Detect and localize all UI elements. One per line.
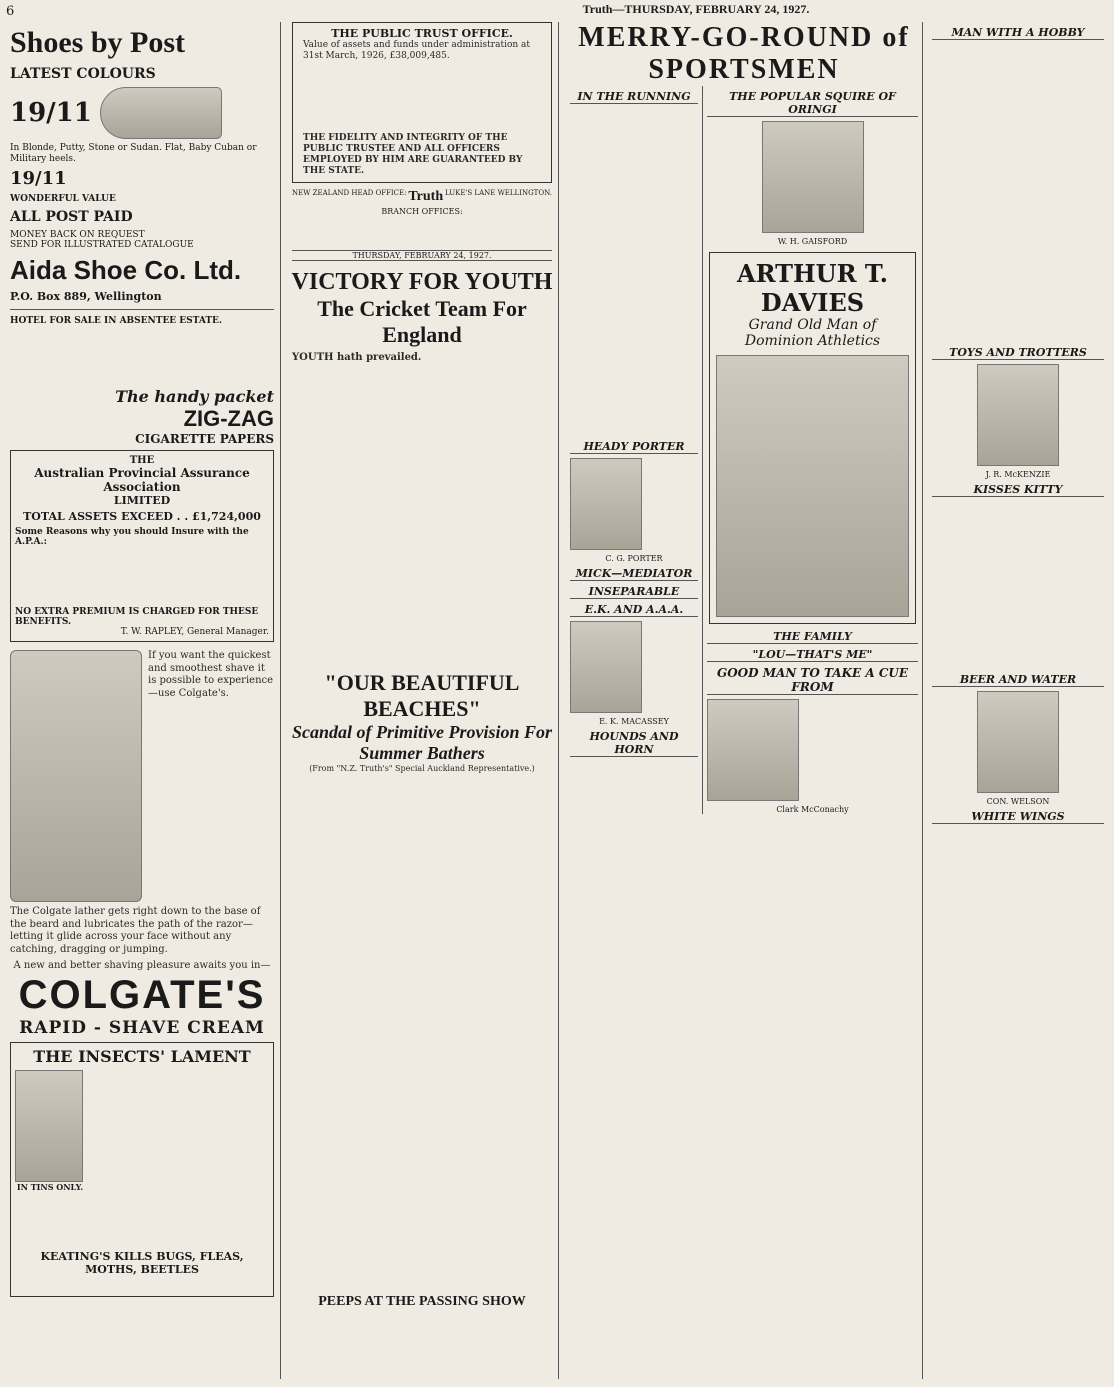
price-2: 19/11	[10, 168, 67, 190]
mckenzie-caption: J. R. McKENZIE	[985, 470, 1051, 479]
aida-name: Aida Shoe Co. Ltd.	[10, 255, 242, 286]
wonderful-value: WONDERFUL VALUE	[10, 193, 116, 204]
man-with-a-hobby: MAN WITH A HOBBY	[932, 26, 1104, 40]
column-right	[928, 22, 1108, 1379]
hotel-text	[4, 329, 280, 387]
aida-address: P.O. Box 889, Wellington	[10, 290, 162, 304]
colgate-text-1: If you want the quickest and smoothest shave it is possible to experience —use Colgate's.	[148, 650, 274, 699]
beaches-byline: (From "N.Z. Truth's" Special Auckland Representative.)	[309, 764, 535, 773]
column-ads	[4, 22, 281, 1379]
trustee-text	[297, 63, 547, 133]
mcconachy-portrait	[707, 699, 799, 801]
tins-only: IN TINS ONLY.	[16, 1181, 84, 1192]
nz-head-office: NEW ZEALAND HEAD OFFICE:	[292, 188, 407, 197]
beer-and-water: BEER AND WATER	[932, 673, 1104, 687]
cigarette-papers: CIGARETTE PAPERS	[135, 432, 274, 447]
price-1: 19/11	[10, 97, 92, 128]
white-wings: WHITE WINGS	[932, 810, 1104, 824]
the-family: THE FAMILY	[707, 630, 918, 644]
branch-list	[286, 216, 558, 248]
porter-portrait	[570, 458, 642, 550]
in-the-running: IN THE RUNNING	[570, 90, 698, 104]
all-post-paid: ALL POST PAID	[10, 208, 133, 225]
aust-ltd: LIMITED	[113, 494, 171, 508]
page-header: Truth—THURSDAY, FEBRUARY 24, 1927.	[582, 2, 810, 16]
lou-thats-me: "LOU—THAT'S ME"	[707, 648, 918, 662]
colgate-tube-illustration	[10, 650, 142, 902]
colgate-text-3: A new and better shaving pleasure awaits you in—	[13, 960, 271, 972]
victory-lead: YOUTH hath prevailed.	[292, 351, 422, 363]
victory-title: VICTORY FOR YOUTH	[291, 268, 553, 295]
heady-porter: HEADY PORTER	[570, 440, 698, 454]
gaisford-caption: W. H. GAISFORD	[777, 237, 848, 246]
kisses-body	[928, 499, 1108, 669]
aust-name: Australian Provincial Assurance Association	[34, 466, 250, 495]
manager: T. W. RAPLEY, General Manager.	[120, 627, 269, 638]
davies-portrait	[716, 355, 909, 617]
welson-caption: CON. WELSON	[986, 797, 1050, 806]
colgate-text-2: The Colgate lather gets right down to the base of the beard and lubricates the path of the razor—letting it glide across your face without any catching, dragging or jumping.	[10, 906, 261, 955]
mckenzie-portrait	[977, 364, 1059, 466]
total-assets: TOTAL ASSETS EXCEED . . £1,724,000	[23, 510, 261, 524]
toys-and-trotters: TOYS AND TROTTERS	[932, 346, 1104, 360]
hobby-body	[928, 42, 1108, 342]
macassey-caption: E. K. MACASSEY	[599, 717, 669, 726]
mcconachy-caption: Clark McConachy	[776, 805, 849, 814]
sports-banner: MERRY-GO-ROUND of SPORTSMEN	[578, 22, 910, 85]
peeps-title: PEEPS AT THE PASSING SHOW	[318, 1294, 526, 1309]
column-sports	[566, 22, 923, 1379]
macassey-portrait	[570, 621, 642, 713]
good-man: GOOD MAN TO TAKE A CUE FROM	[707, 666, 918, 695]
ek-aaa: E.K. AND A.A.A.	[570, 603, 698, 617]
page-number: 6	[6, 4, 15, 19]
trustee-value: Value of assets and funds under administration at 31st March, 1926, £38,009,485.	[303, 40, 530, 62]
victory-body	[286, 364, 558, 664]
aust-the: THE	[129, 455, 155, 467]
column-editorial	[286, 22, 559, 1379]
latest-colours: LATEST COLOURS	[10, 66, 156, 82]
beaches-title: "OUR BEAUTIFUL BEACHES"	[324, 670, 520, 721]
shoe-illustration	[100, 87, 222, 139]
fidelity-heading: THE FIDELITY AND INTEGRITY OF THE PUBLIC TRUSTEE AND ALL OFFICERS EMPLOYED BY HIM ARE GUARANTEED BY THE STATE.	[303, 132, 523, 177]
insects-lament: THE INSECTS' LAMENT	[33, 1046, 251, 1066]
zig-zag: ZIG-ZAG	[183, 406, 274, 432]
trustee-office: THE PUBLIC TRUST OFFICE.	[331, 27, 513, 40]
grand-old-man: Grand Old Man of Dominion Athletics	[744, 317, 881, 349]
edition-date: THURSDAY, FEBRUARY 24, 1927.	[292, 250, 552, 261]
keatings-tin-illustration	[15, 1070, 83, 1182]
keatings-slogan: KEATING'S KILLS BUGS, FLEAS, MOTHS, BEETLES	[40, 1249, 244, 1276]
insects-verse	[91, 1070, 269, 1250]
kisses-kitty: KISSES KITTY	[932, 483, 1104, 497]
branch-offices: BRANCH OFFICES:	[381, 206, 463, 216]
inseparable: INSEPARABLE	[570, 585, 698, 599]
colgates-logo: COLGATE'S	[18, 972, 266, 1017]
hotel-heading: HOTEL FOR SALE IN ABSENTEE ESTATE.	[10, 316, 223, 327]
handy-packet: The handy packet	[115, 387, 274, 407]
rapid-shave: RAPID - SHAVE CREAM	[19, 1017, 265, 1038]
reasons-text	[15, 547, 269, 607]
truth-logo: Truth	[408, 188, 444, 204]
gaisford-portrait	[762, 121, 864, 233]
porter-caption: C. G. PORTER	[605, 554, 663, 563]
in-the-running-body	[566, 106, 702, 436]
hounds-horn: HOUNDS AND HORN	[570, 730, 698, 757]
mick-mediator: MICK—MEDIATOR	[570, 567, 698, 581]
money-back: MONEY BACK ON REQUEST SEND FOR ILLUSTRATED CATALOGUE	[10, 229, 194, 251]
no-extra: NO EXTRA PREMIUM IS CHARGED FOR THESE BENEFITS.	[15, 607, 259, 628]
cricket-title: The Cricket Team For England	[317, 295, 527, 347]
shoes-title: Shoes by Post	[10, 26, 186, 59]
welson-portrait	[977, 691, 1059, 793]
popular-squire: THE POPULAR SQUIRE OF ORINGI	[707, 90, 918, 117]
beaches-body	[286, 774, 558, 1294]
reasons-heading: Some Reasons why you should Insure with the A.P.A.:	[15, 527, 249, 548]
lukes-lane: LUKE'S LANE WELLINGTON.	[444, 188, 552, 197]
shoe-description: In Blonde, Putty, Stone or Sudan. Flat, Baby Cuban or Military heels.	[10, 142, 257, 164]
arthur-davies: ARTHUR T. DAVIES	[736, 259, 889, 317]
beaches-subtitle: Scandal of Primitive Provision For Summer Bathers	[291, 722, 552, 763]
